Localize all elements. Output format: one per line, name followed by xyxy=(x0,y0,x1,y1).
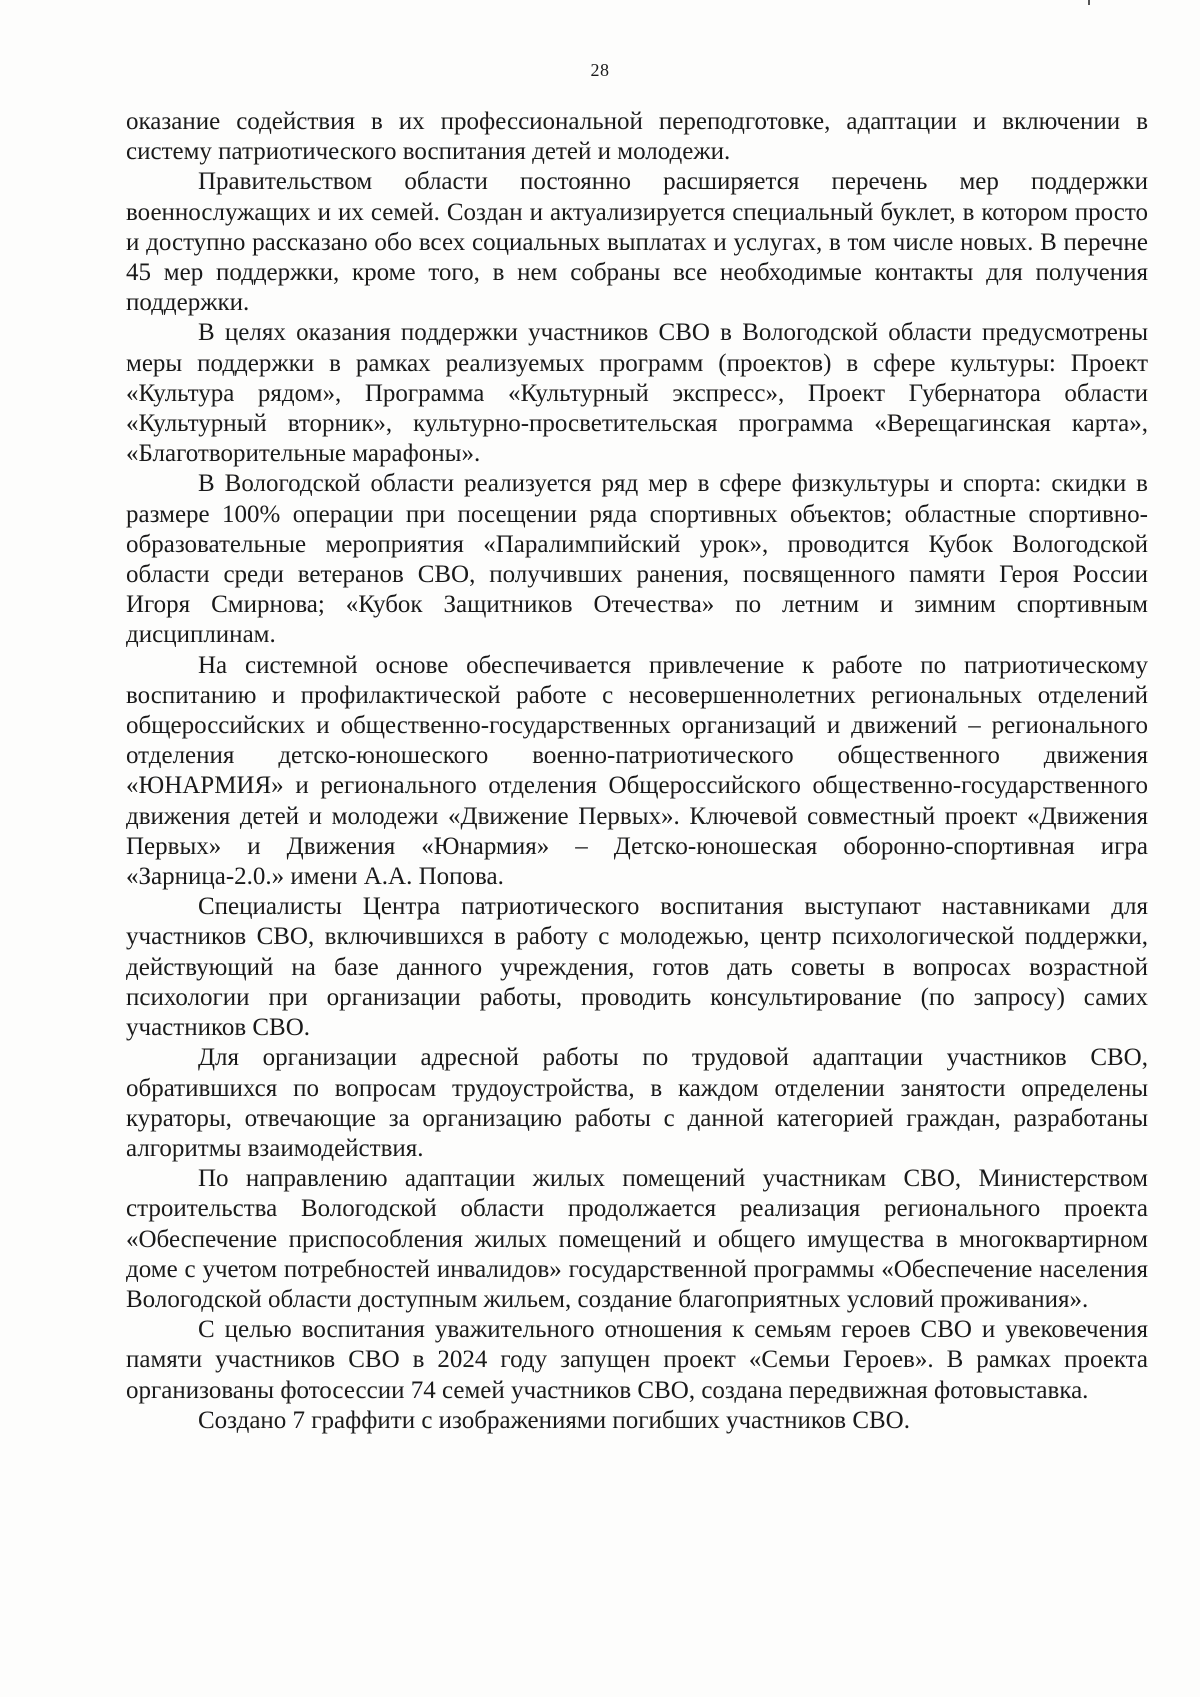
paragraph-employment-adaptation: Для организации адресной работы по трудовой адаптации участников СВО, обратившихся по вопросам трудоустройства, в каждом отделении занятости определены кураторы, отвечающие за организацию работы с данной категорией граждан, разработаны алгоритмы взаимодействия. xyxy=(126,1044,1148,1162)
paragraph-patriotic-education: На системной основе обеспечивается привлечение к работе по патриотическому воспитанию и профилактической работе с несовершеннолетних региональных отделений общероссийских и общественно-государственных организаций и движений – регионального отделения детско-юношеского военно-патриотического общественного движения «ЮНАРМИЯ» и регионального отделения Общероссийского общественно-государственного движения детей и молодежи «Движение Первых». Ключевой совместный проект «Движения Первых» и Движения «Юнармия» – Детско-юношеская оборонно-спортивная игра «Зарница-2.0.» имени А.А. Попова. xyxy=(126,651,1148,891)
paragraph-continuation: оказание содействия в их профессиональной переподготовке, адаптации и включении в систему патриотического воспитания детей и молодежи. xyxy=(126,108,1148,166)
paragraph-culture-programs: В целях оказания поддержки участников СВО в Вологодской области предусмотрены меры поддержки в рамках реализуемых программ (проектов) в сфере культуры: Проект «Культура рядом», Программа «Культурный экспресс», Проект Губернатора области «Культурный вторник», культурно-просветительская программа «Верещагинская карта», «Благотворительные марафоны». xyxy=(126,319,1148,468)
paragraph-support-measures: Правительством области постоянно расширяется перечень мер поддержки военнослужащих и их семей. Создан и актуализируется специальный буклет, в котором просто и доступно рассказано обо всех социальных выплатах и услугах, в том числе новых. В перечне 45 мер поддержки, кроме того, в нем собраны все необходимые контакты для получения поддержки. xyxy=(126,168,1148,317)
document-body xyxy=(126,107,1148,1436)
scan-artifact-mark xyxy=(1088,0,1090,5)
paragraph-sports-measures: В Вологодской области реализуется ряд мер в сфере физкультуры и спорта: скидки в размере 100% операции при посещении ряда спортивных объектов; областные спортивно-образовательные мероприятия «Паралимпийский урок», проводится Кубок Вологодской области среди ветеранов СВО, получивших ранения, посвященного памяти Героя России Игоря Смирнова; «Кубок Защитников Отечества» по летним и зимним спортивным дисциплинам. xyxy=(126,470,1148,649)
paragraph-housing-adaptation: По направлению адаптации жилых помещений участникам СВО, Министерством строительства Вологодской области продолжается реализация регионального проекта «Обеспечение приспособления жилых помещений и общего имущества в многоквартирном доме с учетом потребностей инвалидов» государственной программы «Обеспечение населения Вологодской области доступным жильем, создание благоприятных условий проживания». xyxy=(126,1165,1148,1313)
paragraph-graffiti: Создано 7 граффити с изображениями погибших участников СВО. xyxy=(198,1406,910,1434)
page-number: 28 xyxy=(590,60,610,80)
paragraph-families-of-heroes: С целью воспитания уважительного отношения к семьям героев СВО и увековечения памяти участников СВО в 2024 году запущен проект «Семьи Героев». В рамках проекта организованы фотосессии 74 семей участников СВО, создана передвижная фотовыставка. xyxy=(126,1316,1148,1404)
paragraph-patriotic-center: Специалисты Центра патриотического воспитания выступают наставниками для участников СВО, включившихся в работу с молодежью, центр психологической поддержки, действующий на базе данного учреждения, готов дать советы в вопросах возрастной психологии при организации работы, проводить консультирование (по запросу) самих участников СВО. xyxy=(126,893,1148,1042)
